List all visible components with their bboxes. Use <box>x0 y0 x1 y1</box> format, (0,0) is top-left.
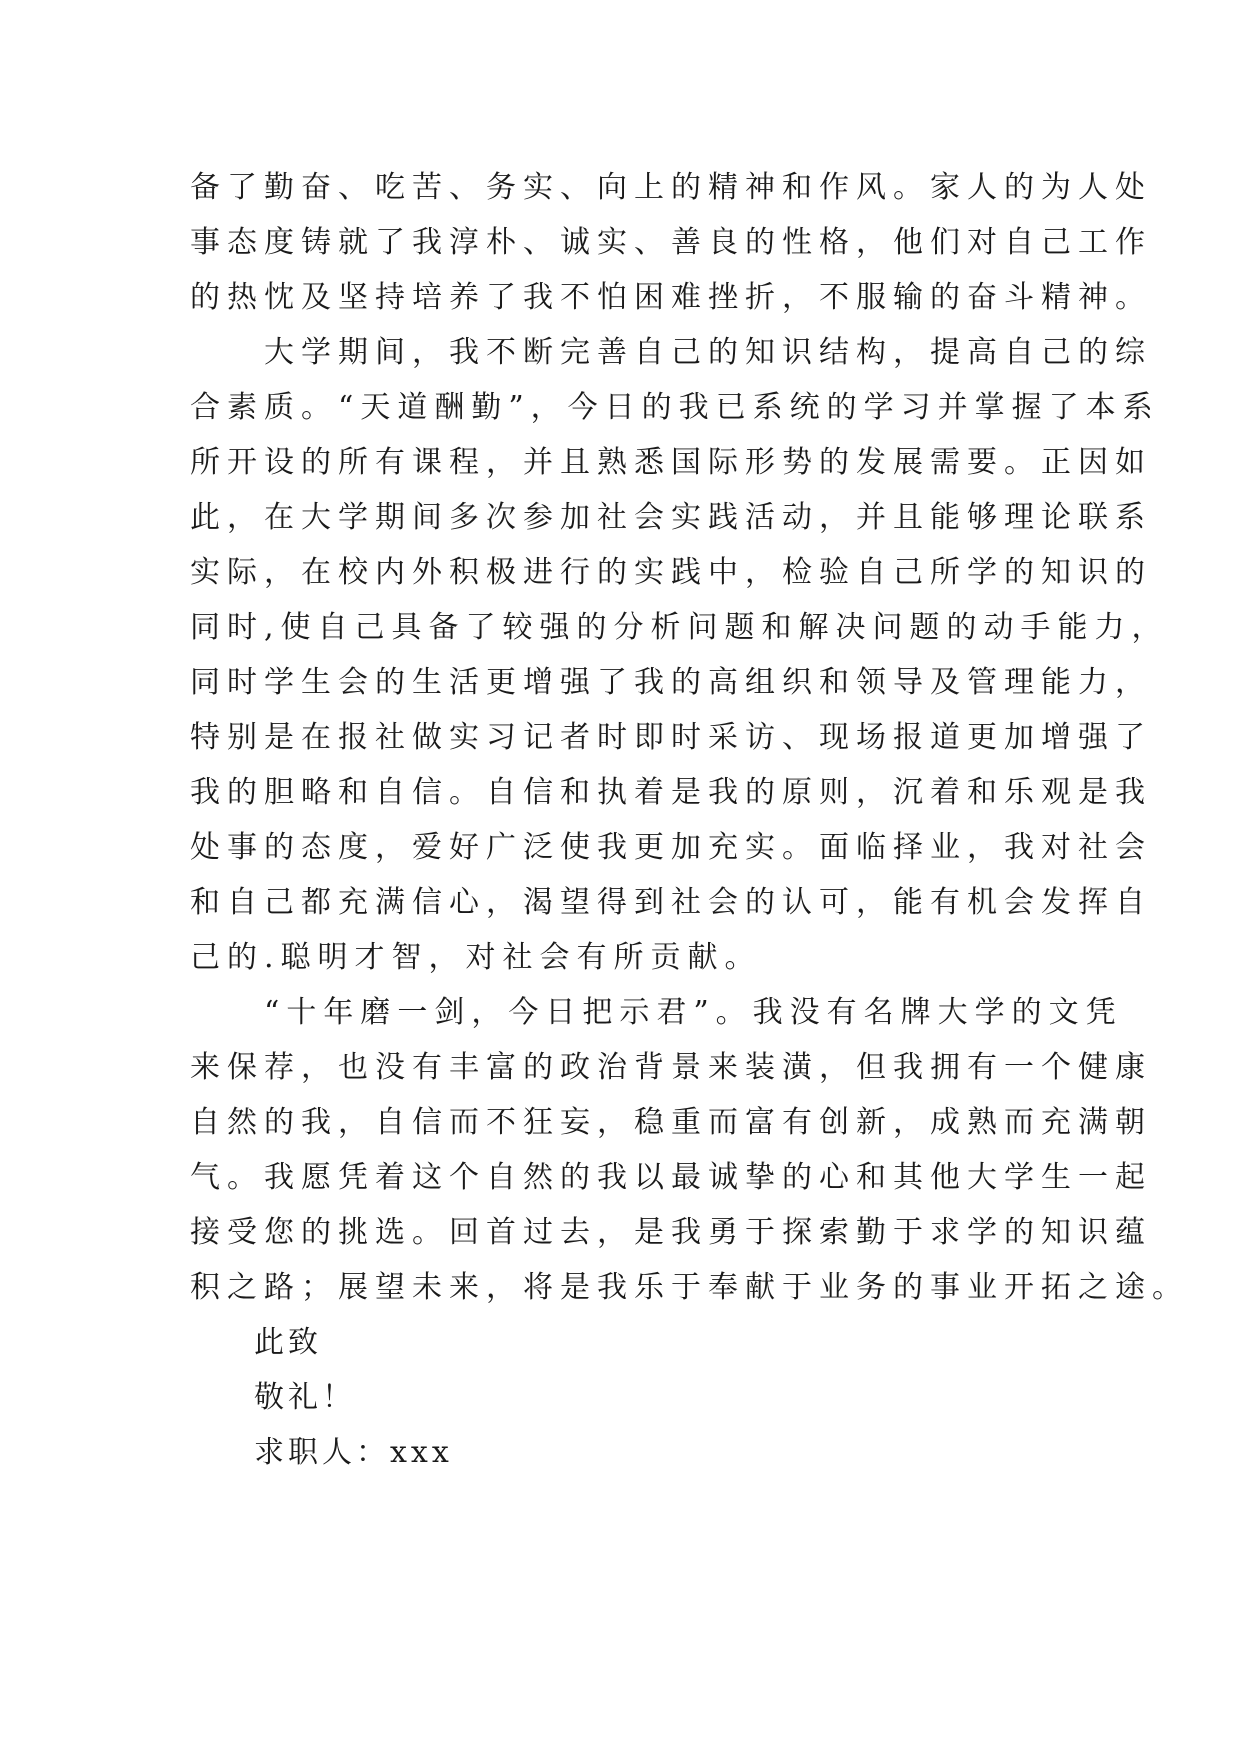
signature-line: 求职人：xxx <box>254 1435 453 1470</box>
closing-regards: 敬礼！ <box>254 1380 356 1415</box>
text-line: 接受您的挑选。回首过去，是我勇于探索勤于求学的知识蕴 <box>190 1215 1152 1250</box>
text-line: 己的.聪明才智，对社会有所贡献。 <box>190 940 762 975</box>
text-line: 自然的我，自信而不狂妄，稳重而富有创新，成熟而充满朝 <box>190 1105 1152 1140</box>
text-line: 同时,使自己具备了较强的分析问题和解决问题的动手能力， <box>190 610 1169 645</box>
text-line: 同时学生会的生活更增强了我的高组织和领导及管理能力， <box>190 665 1152 700</box>
text-line: 合素质。“天道酬勤”，今日的我已系统的学习并掌握了本系 <box>190 390 1160 425</box>
text-line: 积之路；展望未来，将是我乐于奉献于业务的事业开拓之途。 <box>190 1270 1189 1305</box>
text-line: 实际，在校内外积极进行的实践中，检验自己所学的知识的 <box>190 555 1152 590</box>
text-line: 的热忱及坚持培养了我不怕困难挫折，不服输的奋斗精神。 <box>190 280 1152 315</box>
text-line: 来保荐，也没有丰富的政治背景来装潢，但我拥有一个健康 <box>190 1050 1152 1085</box>
text-line: “十年磨一剑，今日把示君”。我没有名牌大学的文凭 <box>190 995 1123 1030</box>
text-line: 所开设的所有课程，并且熟悉国际形势的发展需要。正因如 <box>190 445 1152 480</box>
letter-body <box>190 160 1189 1480</box>
text-line: 事态度铸就了我淳朴、诚实、善良的性格，他们对自己工作 <box>190 225 1152 260</box>
text-line: 大学期间，我不断完善自己的知识结构，提高自己的综 <box>190 335 1152 370</box>
text-line: 我的胆略和自信。自信和执着是我的原则，沉着和乐观是我 <box>190 775 1152 810</box>
text-line: 特别是在报社做实习记者时即时采访、现场报道更加增强了 <box>190 720 1152 755</box>
text-line: 处事的态度，爱好广泛使我更加充实。面临择业，我对社会 <box>190 830 1152 865</box>
text-line: 气。我愿凭着这个自然的我以最诚挚的心和其他大学生一起 <box>190 1160 1152 1195</box>
closing-salutation: 此致 <box>254 1325 322 1360</box>
text-line: 和自己都充满信心，渴望得到社会的认可，能有机会发挥自 <box>190 885 1152 920</box>
text-line: 备了勤奋、吃苦、务实、向上的精神和作风。家人的为人处 <box>190 170 1152 205</box>
text-line: 此，在大学期间多次参加社会实践活动，并且能够理论联系 <box>190 500 1152 535</box>
